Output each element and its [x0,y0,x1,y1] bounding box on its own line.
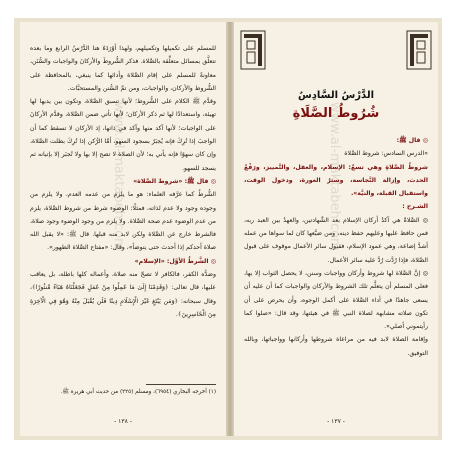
paragraph: ◎ الصَّلاةُ هي آكدُ أركان الإسلام بعد الشَّهادتين، والعهدُ بين العبد ربه، فمن حافظ عليها وعليهم حفظ دينه، ومن ضيَّعها كان لما سواها من عمله أشدَّ إضاعة، وهي عمود الإسلام، فقبول سائر الأعمال موقوف على قبول الصَّلاة، فإذا رُدَّت رُدَّ عليه سائر الأعمال. [244,216,428,264]
right-body-text [244,134,428,404]
left-body-text [30,42,216,372]
left-page [20,22,226,436]
paragraph: ◎ إنَّ الصَّلاة لها شروط وأركان وواجبات وسنن، لا يحصل الثواب إلا بها، فعلى المسلم أن يتعلَّم تلك الشروط والأركان والواجبات كما أن عليه أن يسعى جاهدًا في أداء الصَّلاة على أكمل الوجوه، وأن يحرص على أن تكون صلاته مشابهة لصلاة النبي ﷺ في هيئتها، وقد قال: «صلوا كما رأيتموني أصلي». [244,269,428,331]
section-heading: ◎ قال ﷺ: «شروط الصَّلاة» [133,177,216,185]
watermark: www.al-maktabeh.com [327,102,342,251]
paragraph: للمسلم على تكميلها وتكميلهم، ولهذا أوْرَدَهُ هنا الدَّرْسُ الرابع وما بعده تتعلَّق بمسائل متعلِّقة بالصَّلاة. فذكر الشُّروطَ والأركانَ والواجبات والسُّنَن، معاونةً للمسلم على إقام الصَّلاة وأدائها كما ينبغي، بالمحافظة على الشُّروط والأركان، والواجبات، ومن تمَّ السُّنن والمستحبَّات. [30,45,216,92]
paragraph: «الدرس السادس: شروط الصَّلاة [344,150,428,158]
watermark: www.al-maktabeh.com [111,102,126,251]
lesson-subtitle: شُرُوطُ الصَّلَاةِ [292,106,380,121]
footnote-rule [146,384,216,385]
paragraph: وقدَّم ﷺ الكلام على الشُّروط؛ لأنها تسبق الصَّلاة، وتكون بين يديها لها تهيئة، واستعدادًا لها ثم ذكر الأركان؛ لأنها تأتي ضمن الصَّلاة، وقدَّم الأركانَ على الواجبات؛ لأنها آكد منها وآكد في ذاتها، إذ الأركان لا تسقط كما أن الواجبَ إذا تُرِكَ فإنه يُجبَرُ بسجود السهو، أمَّا الرُّكن إذا تُرِكَ بطلت الصَّلاة، وإن كان سهوًا فإنه يأتي به؛ لأن الصلاة لا تصح إلا بها ولا تُجبَر إلا بإتيانه ثم يسجد للسهو. [30,98,216,172]
section-heading: الشـرح : [402,203,428,211]
paragraph: وضدُّه الكفر، فالكافر لا تصحّ منه صلاة، وأعماله كلها باطلة، بل يعاقب عليها، قال تعالى: ﴿وَقَدِمْنَا إِلَىٰ مَا عَمِلُوا مِنْ عَمَلٍ فَجَعَلْنَاهُ هَبَاءً مَّنثُورًا﴾، وقال سبحانه: ﴿وَمَن يَبْتَغِ غَيْرَ الْإِسْلَامِ دِينًا فَلَن يُقْبَلَ مِنْهُ وَهُوَ فِي الْآخِرَةِ مِنَ الْخَاسِرِينَ﴾. [30,271,216,318]
corner-ornament-icon [406,30,432,70]
right-page [234,22,438,436]
footnote: (١) أخرجه البخاري (٦٩٥٤)، ومسلم (٢٢٥) من حديث أبي هريرة ﷺ. [60,389,216,395]
paragraph: الشُّرطُ كما عرَّفه العلماء: هو ما يلزم من عدمه العدم، ولا يلزم من وجوده وجود ولا عدم لذاته، فمثلًا: الوضوء شرط من شروط الصَّلاة، يلزم من عدم الوضوء عدم صحة الصَّلاة. ولا يلزم من وجود الوضوء وجود صلاة، فالشرط خارج عن الصَّلاة ولكن لابد منه قبلها. قال ﷺ: «لا يقبل الله صلاة أحدكم إذا أحدث حتى يتوضأ»، وقال: «مفتاح الصَّلاة الطهور». [30,191,216,252]
page-number: - ١٣٨ - [114,418,132,425]
section-heading: شروطُ الصَّلاةِ وهي تسعٌ: الإسلام، والعقل، والتَّمييز، ورَفْعُ الحدث، وإزالة النَّجاسة، وسترُ العورة، ودخول الوقت، واستقبال القبلة، والنيَّة». [244,163,428,198]
section-heading: ◎ قال ﷺ: [396,137,428,144]
book-gutter [226,22,234,436]
page-number: - ١٣٧ - [327,418,345,425]
book-spread [14,18,442,440]
corner-ornament-icon [240,30,266,70]
lesson-title: الدَّرْسُ السَّادِسُ [297,90,375,101]
paragraph: وإقامة الصلاة لابد فيه من مراعاة شروطها وأركانها وواجباتها، وبالله التوفيق. [244,336,428,357]
section-heading: ◎ الشَّرطُ الأوَّل: «الإسلام» [134,257,216,265]
